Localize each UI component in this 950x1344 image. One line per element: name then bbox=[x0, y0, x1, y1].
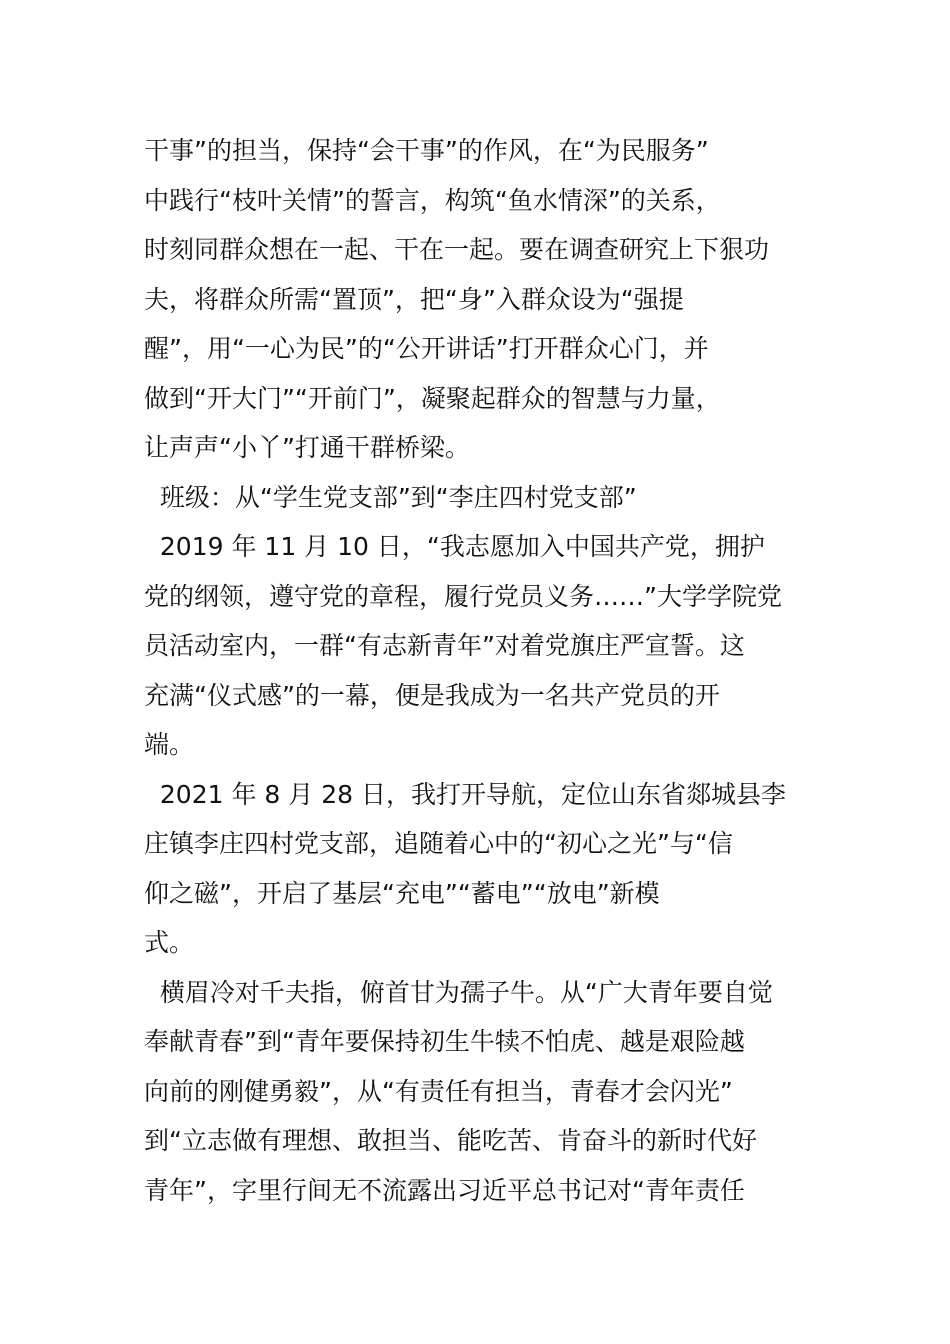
text-line: 中践行“枝叶关情”的誓言，构筑“鱼水情深”的关系， bbox=[144, 185, 721, 215]
text-line: 时刻同群众想在一起、干在一起。要在调查研究上下狠功 bbox=[144, 235, 770, 264]
text-line: 横眉冷对千夫指，俯首甘为孺子牛。从“广大青年要自觉 bbox=[144, 977, 773, 1007]
text-line: 2021 年 8 月 28 日，我打开导航，定位山东省郯城县李 bbox=[144, 779, 786, 809]
text-line: 做到“开大门”“开前门”，凝聚起群众的智慧与力量， bbox=[144, 383, 721, 413]
text-line: 庄镇李庄四村党支部，追随着心中的“初心之光”与“信 bbox=[144, 829, 733, 858]
text-line: 奉献青春”到“青年要保持初生牛犊不怕虎、越是艰险越 bbox=[144, 1027, 745, 1056]
text-line: 干事”的担当，保持“会干事”的作风，在“为民服务” bbox=[144, 136, 709, 165]
text-line: 端。 bbox=[144, 730, 195, 759]
text-line: 醒”，用“一心为民”的“公开讲话”打开群众心门，并 bbox=[144, 334, 709, 363]
body-text bbox=[144, 126, 808, 1215]
section-heading: 班级：从“学生党支部”到“李庄四村党支部” bbox=[144, 482, 637, 512]
text-line: 向前的刚健勇毅”，从“有责任有担当，青春才会闪光” bbox=[144, 1076, 733, 1106]
text-line: 党的纲领，遵守党的章程，履行党员义务……”大学学院党 bbox=[144, 581, 782, 611]
text-line: 夫，将群众所需“置顶”，把“身”入群众设为“强提 bbox=[144, 284, 684, 314]
text-line: 青年”，字里行间无不流露出习近平总书记对“青年责任 bbox=[144, 1175, 745, 1205]
text-line: 2019 年 11 月 10 日，“我志愿加入中国共产党，拥护 bbox=[144, 532, 765, 561]
text-line: 员活动室内，一群“有志新青年”对着党旗庄严宣誓。这 bbox=[144, 631, 745, 660]
text-line: 让声声“小丫”打通干群桥梁。 bbox=[144, 433, 470, 462]
text-line: 仰之磁”，开启了基层“充电”“蓄电”“放电”新模 bbox=[144, 878, 660, 908]
text-line: 充满“仪式感”的一幕，便是我成为一名共产党员的开 bbox=[144, 680, 720, 710]
text-line: 式。 bbox=[144, 928, 195, 957]
text-line: 到“立志做有理想、敢担当、能吃苦、肯奋斗的新时代好 bbox=[144, 1126, 757, 1155]
